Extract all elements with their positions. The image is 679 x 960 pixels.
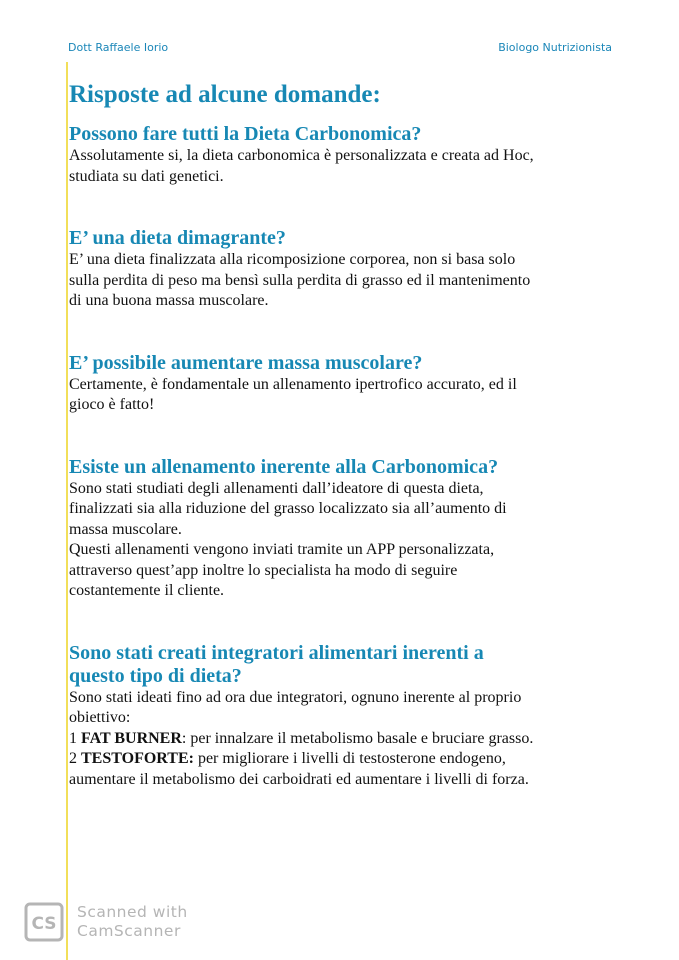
answer-line: sulla perdita di peso ma bensì sulla perdita di grasso ed il mantenimento <box>69 271 531 289</box>
watermark-line: Scanned with <box>77 903 188 921</box>
answer-line: finalizzati sia alla riduzione del grasso localizzato sia all’aumento di <box>69 500 507 517</box>
answer-line: attraverso quest’app inoltre lo specialista ha modo di seguire <box>69 561 458 579</box>
answer-line: obiettivo: <box>69 709 131 726</box>
document-body <box>69 80 629 790</box>
answer-line: gioco è fatto! <box>69 396 155 413</box>
question-heading: Sono stati creati integratori alimentari inerenti a <box>69 641 484 664</box>
qa-item <box>69 123 629 187</box>
question-heading: Esiste un allenamento inerente alla Carbonomica? <box>69 455 499 478</box>
page-title: Risposte ad alcune domande: <box>69 81 381 108</box>
supplement-description: : per innalzare il metabolismo basale e bruciare grasso. <box>181 729 534 747</box>
supplement-name: FAT BURNER <box>81 729 182 747</box>
supplement-item <box>69 749 629 770</box>
question-heading: Possono fare tutti la Dieta Carbonomica? <box>69 123 422 145</box>
supplement-description: per migliorare i livelli di testosterone endogeno, <box>193 750 506 767</box>
answer-line: costantemente il cliente. <box>69 582 225 599</box>
qa-item <box>69 352 629 416</box>
qa-item <box>69 456 629 602</box>
question-heading: E’ possibile aumentare massa muscolare? <box>69 351 423 374</box>
margin-rule <box>66 62 68 960</box>
answer-line: Certamente, è fondamentale un allenamento ipertrofico accurato, ed il <box>69 375 517 393</box>
answer-line: Assolutamente si, la dieta carbonomica è personalizzata e creata ad Hoc, <box>69 147 534 164</box>
answer-line: studiata su dati genetici. <box>69 167 224 185</box>
item-number: 1 <box>69 729 81 747</box>
watermark-line: CamScanner <box>77 922 181 940</box>
supplement-item <box>69 729 629 750</box>
answer-line: massa muscolare. <box>69 520 182 538</box>
answer-line: aumentare il metabolismo dei carboidrati ed aumentare i livelli di forza. <box>69 770 529 788</box>
question-heading: E’ una dieta dimagrante? <box>69 227 286 249</box>
answer-line: di una buona massa muscolare. <box>69 292 269 309</box>
logo-text: CS <box>31 914 57 934</box>
answer-line: Questi allenamenti vengono inviati tramite un APP personalizzata, <box>69 541 495 558</box>
question-heading: questo tipo di dieta? <box>69 664 242 687</box>
answer-line: Sono stati ideati fino ad ora due integratori, ognuno inerente al proprio <box>69 688 522 706</box>
answer-line: Sono stati studiati degli allenamenti dall’ideatore di questa dieta, <box>69 479 484 497</box>
qa-item <box>69 642 629 791</box>
answer-line: E’ una dieta finalizzata alla ricomposizione corporea, non si basa solo <box>69 251 516 268</box>
header-profession: Biologo Nutrizionista <box>498 41 612 54</box>
item-number: 2 <box>69 750 81 767</box>
header-author: Dott Raffaele Iorio <box>68 41 169 54</box>
supplement-name: TESTOFORTE: <box>81 750 194 767</box>
qa-item <box>69 227 629 312</box>
scanner-watermark <box>77 903 188 941</box>
camscanner-logo-icon <box>24 902 64 942</box>
